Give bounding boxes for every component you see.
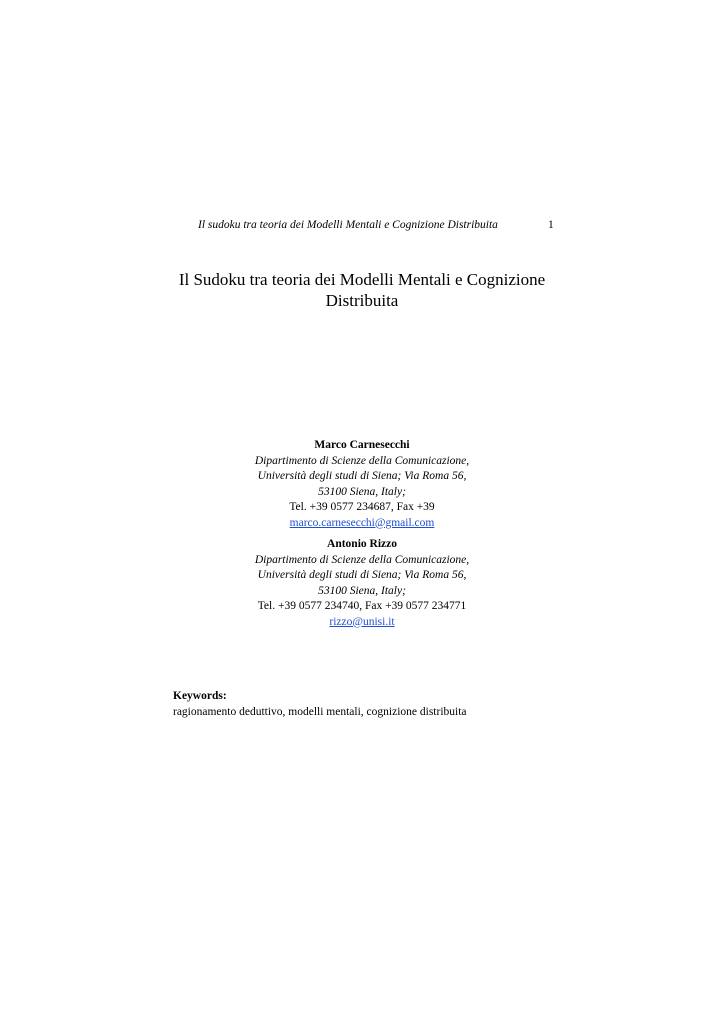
author-affiliation-line: Università degli studi di Siena; Via Roma 56, [257,470,467,482]
keywords-text: ragionamento deduttivo, modelli mentali, cognizione distribuita [173,705,467,718]
author-email-link[interactable]: rizzo@unisi.it [329,615,395,628]
author-block [162,438,562,531]
paper-title-line: Il Sudoku tra teoria dei Modelli Mentali e Cognizione [178,270,546,289]
author-email-link[interactable]: marco.carnesecchi@gmail.com [289,516,435,529]
author-name: Marco Carnesecchi [314,439,410,451]
running-title: Il sudoku tra teoria dei Modelli Mentali e Cognizione Distribuita [198,219,498,231]
author-affiliation-line: Università degli studi di Siena; Via Roma 56, [257,569,467,581]
keywords-label: Keywords: [173,690,227,702]
paper-title-line: Distribuita [325,291,399,310]
author-affiliation-line: Dipartimento di Scienze della Comunicazione, [254,454,470,467]
author-affiliation-line: 53100 Siena, Italy; [318,584,406,597]
author-phone: Tel. +39 0577 234740, Fax +39 0577 234771 [257,600,467,612]
author-affiliation-line: Dipartimento di Scienze della Comunicazione, [254,553,470,566]
author-affiliation-line: 53100 Siena, Italy; [318,485,406,498]
author-name: Antonio Rizzo [327,538,397,550]
author-phone: Tel. +39 0577 234687, Fax +39 [289,501,435,513]
keywords-section [173,689,467,720]
author-block [162,537,562,630]
paper-title [150,269,574,311]
page-number: 1 [548,219,554,231]
running-header [0,219,724,235]
